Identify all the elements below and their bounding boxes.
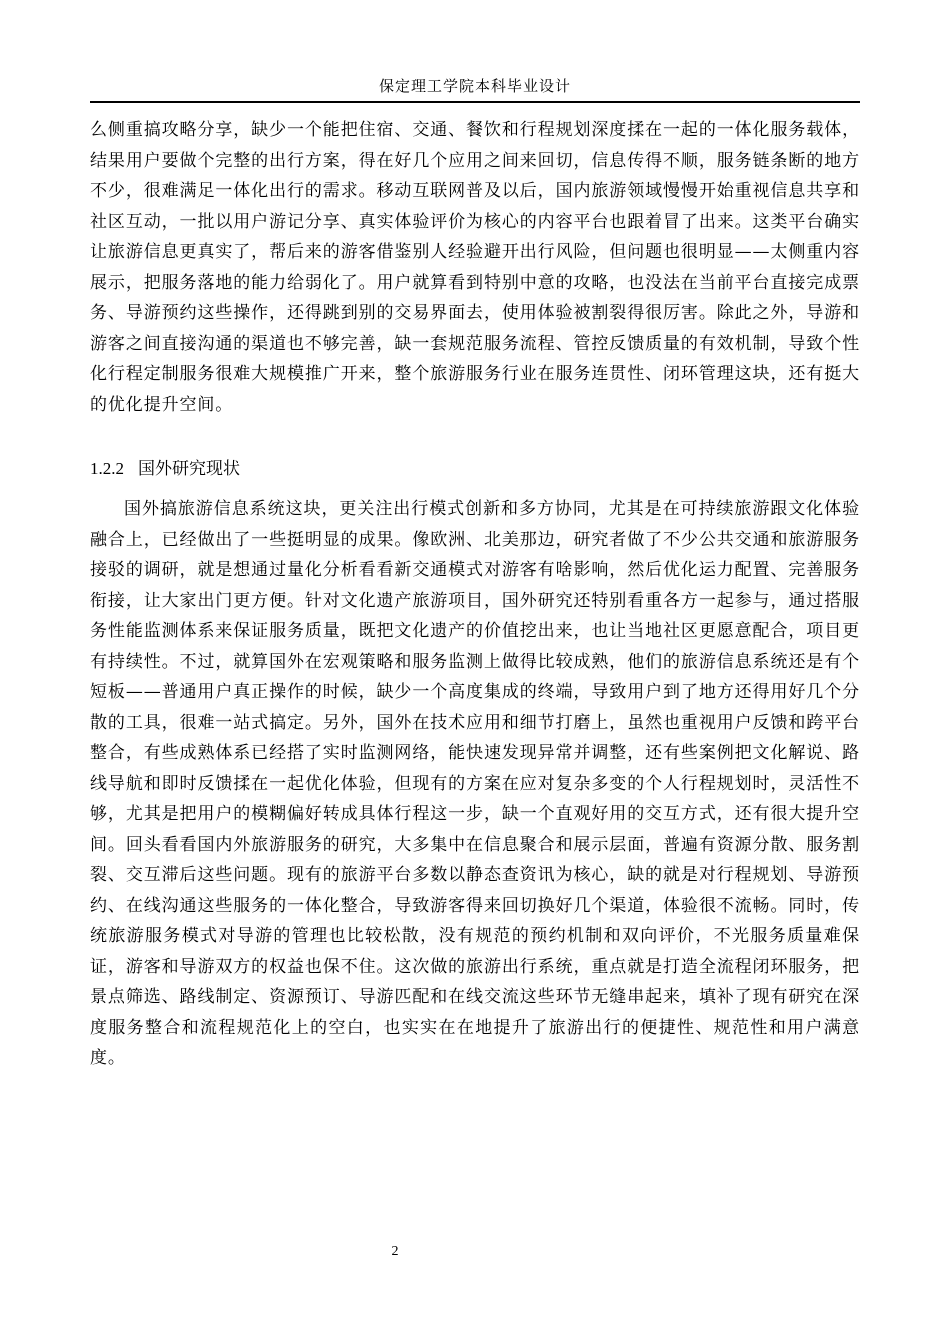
section-heading: [90, 455, 240, 483]
section-number: 1.2.2: [90, 459, 124, 478]
page-number: 2: [391, 1244, 399, 1259]
section-title: 国外研究现状: [138, 459, 240, 479]
header-divider: [90, 101, 860, 103]
body-paragraph-2: 国外搞旅游信息系统这块，更关注出行模式创新和多方协同，尤其是在可持续旅游跟文化体验融合上，已经做出了一些挺明显的成果。像欧洲、北美那边，研究者做了不少公共交通和旅游服务接驳的调研，就是想通过量化分析看看新交通模式对游客有啥影响，然后优化运力配置、完善服务衔接，让大家出门更方便。针对文化遗产旅游项目，国外研究还特别看重各方一起参与，通过搭服务性能监测体系来保证服务质量，既把文化遗产的价值挖出来，也让当地社区更愿意配合，项目更有持续性。不过，就算国外在宏观策略和服务监测上做得比较成熟，他们的旅游信息系统还是有个短板——普通用户真正操作的时候，缺少一个高度集成的终端，导致用户到了地方还得用好几个分散的工具，很难一站式搞定。另外，国外在技术应用和细节打磨上，虽然也重视用户反馈和跨平台整合，有些成熟体系已经搭了实时监测网络，能快速发现异常并调整，还有些案例把文化解说、路线导航和即时反馈揉在一起优化体验，但现有的方案在应对复杂多变的个人行程规划时，灵活性不够，尤其是把用户的模糊偏好转成具体行程这一步，缺一个直观好用的交互方式，还有很大提升空间。回头看看国内外旅游服务的研究，大多集中在信息聚合和展示层面，普遍有资源分散、服务割裂、交互滞后这些问题。现有的旅游平台多数以静态查资讯为核心，缺的就是对行程规划、导游预约、在线沟通这些服务的一体化整合，导致游客得来回切换好几个渠道，体验很不流畅。同时，传统旅游服务模式对导游的管理也比较松散，没有规范的预约机制和双向评价，不光服务质量难保证，游客和导游双方的权益也保不住。这次做的旅游出行系统，重点就是打造全流程闭环服务，把景点筛选、路线制定、资源预订、导游匹配和在线交流这些环节无缝串起来，填补了现有研究在深度服务整合和流程规范化上的空白，也实实在在地提升了旅游出行的便捷性、规范性和用户满意度。: [90, 499, 860, 1068]
page-header-title: 保定理工学院本科毕业设计: [378, 77, 571, 95]
body-paragraph-1: 么侧重搞攻略分享，缺少一个能把住宿、交通、餐饮和行程规划深度揉在一起的一体化服务载体，结果用户要做个完整的出行方案，得在好几个应用之间来回切，信息传得不顺，服务链条断的地方不少，很难满足一体化出行的需求。移动互联网普及以后，国内旅游领域慢慢开始重视信息共享和社区互动，一批以用户游记分享、真实体验评价为核心的内容平台也跟着冒了出来。这类平台确实让旅游信息更真实了，帮后来的游客借鉴别人经验避开出行风险，但问题也很明显——太侧重内容展示，把服务落地的能力给弱化了。用户就算看到特别中意的攻略，也没法在当前平台直接完成票务、导游预约这些操作，还得跳到别的交易界面去，使用体验被割裂得很厉害。除此之外，导游和游客之间直接沟通的渠道也不够完善，缺一套规范服务流程、管控反馈质量的有效机制，导致个性化行程定制服务很难大规模推广开来，整个旅游服务行业在服务连贯性、闭环管理这块，还有挺大的优化提升空间。: [90, 120, 860, 415]
